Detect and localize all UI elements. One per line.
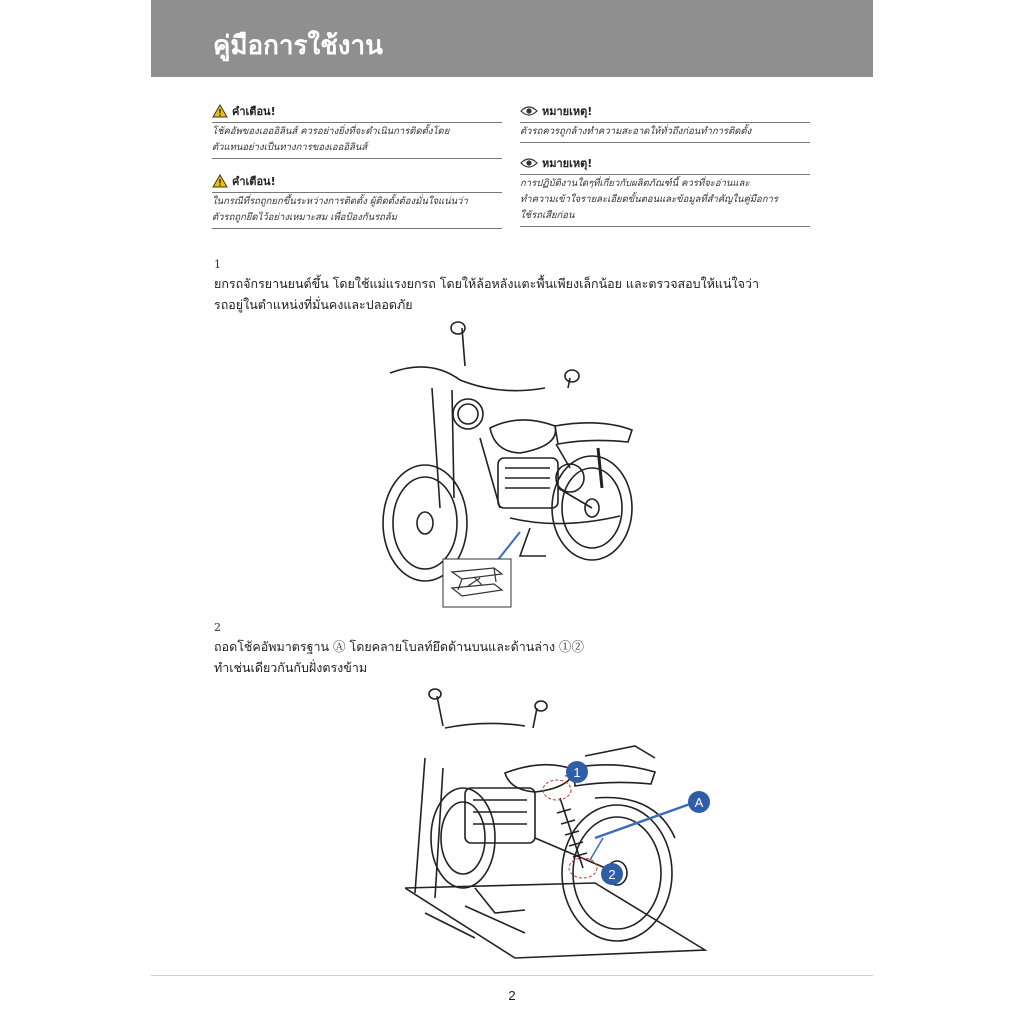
warning-heading: คำเตือน! [232, 175, 276, 188]
svg-text:2: 2 [608, 867, 616, 882]
eye-icon [520, 105, 538, 117]
warning-body: โช้คอัพของเอออิลินส์ ควรอย่างยิ่งที่จะดำเนินการติดตั้งโดย ตัวแทนอย่างเป็นทางการของเอออิลินส์ [212, 123, 502, 159]
step-instruction: ยกรถจักรยานยนต์ขึ้น โดยใช้แม่แรงยกรถ โดยให้ล้อหลังแตะพื้นเพียงเล็กน้อย และตรวจสอบให้แน่ใจว่า รถอยู่ในตำแหน่งที่มั่นคงและปลอดภัย [214, 276, 760, 312]
warning-heading: คำเตือน! [232, 105, 276, 118]
warning-body: ในกรณีที่รถถูกยกขึ้นระหว่างการติดตั้ง ผู้ติดตั้งต้องมั่นใจแน่นว่า ตัวรถถูกยึดไว้อย่างเหมาะสม เพื่อป้องกันรถล้ม [212, 193, 502, 229]
warning-triangle-icon [212, 104, 228, 118]
step-instruction: ถอดโช้คอัพมาตรฐาน Ⓐ โดยคลายโบลท์ยึดด้านบนและด้านล่าง ①② ทำเช่นเดียวกันกับฝั่งตรงข้าม [214, 639, 585, 675]
note-box-2 [520, 154, 810, 227]
note-heading: หมายเหตุ! [542, 157, 593, 170]
callout-a [688, 791, 710, 813]
footer-divider [151, 975, 873, 976]
svg-text:A: A [694, 795, 704, 810]
page-title: คู่มือการใช้งาน [213, 31, 383, 61]
shock-removal-illustration [405, 688, 715, 960]
warning-box-1 [212, 102, 502, 159]
callout-2 [601, 863, 623, 885]
header-band [151, 0, 873, 77]
callout-1 [566, 761, 588, 783]
note-box-1 [520, 102, 810, 143]
note-body: ตัวรถควรถูกล้างทำความสะอาดให้ทั่วถึงก่อนทำการติดตั้ง [520, 123, 810, 143]
motorcycle-on-jack-illustration [370, 318, 670, 610]
warning-triangle-icon [212, 174, 228, 188]
warning-box-2 [212, 172, 502, 229]
note-body: การปฏิบัติงานใดๆที่เกี่ยวกับผลิตภัณฑ์นี้ ควรที่จะอ่านและ ทำความเข้าใจรายละเอียดขั้นตอนและข้อมูลที่สำคัญในคู่มือการ ใช้รถเสียก่อน [520, 175, 810, 227]
page-number: 2 [508, 988, 516, 1003]
eye-icon [520, 157, 538, 169]
svg-text:1: 1 [573, 765, 581, 780]
note-heading: หมายเหตุ! [542, 105, 593, 118]
step-number: 1 [214, 258, 221, 271]
step-number: 2 [214, 621, 221, 634]
